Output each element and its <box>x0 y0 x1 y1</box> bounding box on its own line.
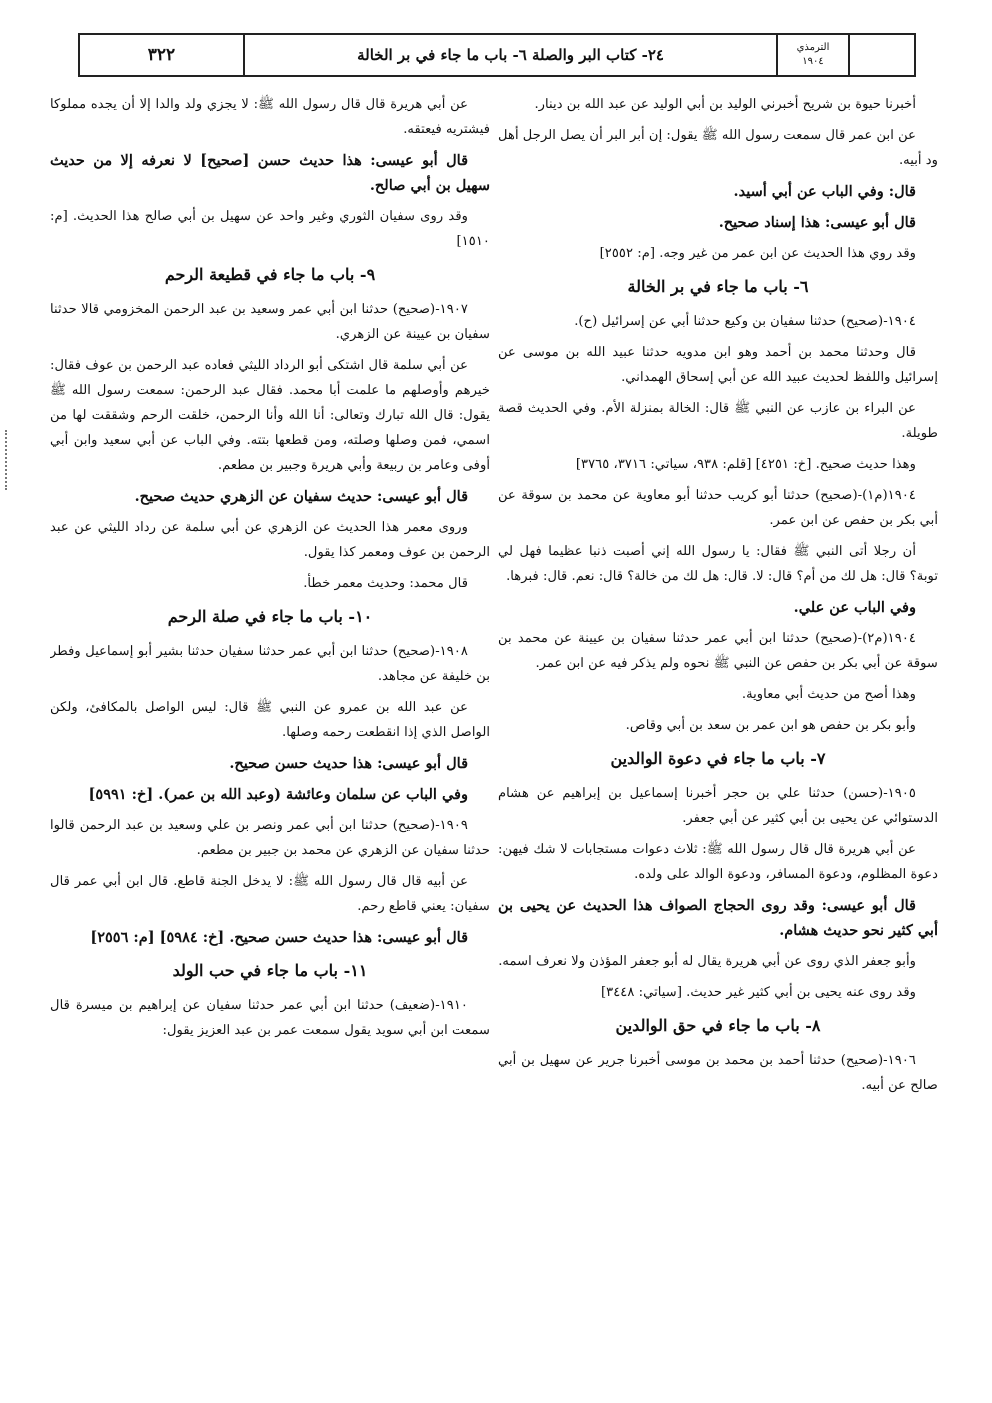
commentary-line: قال أبو عيسى: هذا حديث حسن [صحيح] لا نعرفه إلا من حديث سهيل بن أبي صالح. <box>50 152 490 194</box>
commentary-line: قال أبو عيسى: حديث سفيان عن الزهري حديث صحيح. <box>134 488 468 505</box>
reference-number: ١٩٠٤ <box>802 56 824 67</box>
body-paragraph: قال محمد: وحديث معمر خطأ. <box>303 576 468 591</box>
header-blank-cell <box>850 35 914 75</box>
body-paragraph: ١٩٠٤(م٢)-(صحيح) حدثنا ابن أبي عمر حدثنا سفيان بن عيينة عن محمد بن سوقة عن أبي بكر بن حفص عن النبي ﷺ نحوه ولم يذكر فيه عن ابن عمر. <box>498 631 938 671</box>
body-paragraph: عن البراء بن عازب عن النبي ﷺ قال: الخالة بمنزلة الأم. وفي الحديث قصة طويلة. <box>498 401 938 441</box>
body-paragraph: عن أبي هريرة قال قال رسول الله ﷺ: لا يجزي ولد والدا إلا أن يجده مملوكا فيشتريه فيعتقه. <box>50 97 490 137</box>
page-header <box>78 33 916 77</box>
commentary-line: قال أبو عيسى: هذا حديث حسن صحيح. <box>229 755 468 772</box>
body-paragraph: وقد روي هذا الحديث عن ابن عمر من غير وجه. [م: ٢٥٥٢] <box>599 246 916 261</box>
reference-source: الترمذي <box>796 42 830 53</box>
body-paragraph: وقد روى سفيان الثوري وغير واحد عن سهيل بن أبي صالح هذا الحديث. [م: ١٥١٠] <box>50 209 490 249</box>
chapter-title: ١٠- باب ما جاء في صلة الرحم <box>167 607 373 626</box>
chapter-title: ٧- باب ما جاء في دعوة الوالدين <box>610 749 826 768</box>
body-paragraph: عن أبي هريرة قال قال رسول الله ﷺ: ثلاث دعوات مستجابات لا شك فيهن: دعوة المظلوم، ودعوة المسافر، ودعوة الوالد على ولده. <box>498 842 938 882</box>
commentary-line: قال: وفي الباب عن أبي أسيد. <box>733 183 916 200</box>
body-paragraph: عن ابن عمر قال سمعت رسول الله ﷺ يقول: إن أبر البر أن يصل الرجل أهل ود أبيه. <box>498 128 938 168</box>
chapter-title: ٩- باب ما جاء في قطيعة الرحم <box>164 265 376 284</box>
body-paragraph: ١٩٠٤(م١)-(صحيح) حدثنا أبو كريب حدثنا أبو معاوية عن محمد بن سوقة عن أبي بكر بن حفص عن ابن عمر. <box>498 488 938 528</box>
running-title: ٢٤- كتاب البر والصلة ٦- باب ما جاء في بر الخالة <box>245 35 778 75</box>
body-paragraph: ١٩٠٤-(صحيح) حدثنا سفيان بن وكيع حدثنا أبي عن إسرائيل (ح). <box>574 314 916 329</box>
body-paragraph: ١٩٠٦-(صحيح) حدثنا أحمد بن محمد بن موسى أخبرنا جرير عن سهيل بن أبي صالح عن أبيه. <box>498 1053 938 1093</box>
body-paragraph: أن رجلا أتى النبي ﷺ فقال: يا رسول الله إني أصبت ذنبا عظيما فهل لي توبة؟ قال: هل لك من أم؟ قال: لا. قال: هل لك من خالة؟ قال: نعم. قال: فبرها. <box>498 544 938 584</box>
body-paragraph: عن أبيه قال قال رسول الله ﷺ: لا يدخل الجنة قاطع. قال ابن أبي عمر قال سفيان: يعني قاطع رحم. <box>50 874 490 914</box>
body-paragraph: ١٩٠٥-(حسن) حدثنا علي بن حجر أخبرنا إسماعيل بن إبراهيم عن هشام الدستوائي عن يحيى بن أبي كثير عن أبي جعفر. <box>498 786 938 826</box>
commentary-line: وفي الباب عن علي. <box>793 599 916 616</box>
body-paragraph: وقد روى عنه يحيى بن أبي كثير غير حديث. [سياتي: ٣٤٤٨] <box>600 985 916 1000</box>
hadith-reference <box>778 35 850 75</box>
body-paragraph: ١٩٠٧-(صحيح) حدثنا ابن أبي عمر وسعيد بن عبد الرحمن المخزومي قالا حدثنا سفيان بن عيينة عن الزهري. <box>50 302 490 342</box>
body-paragraph: وروى معمر هذا الحديث عن الزهري عن أبي سلمة عن رداد الليثي عن عبد الرحمن بن عوف ومعمر كذا يقول. <box>50 520 490 560</box>
chapter-title: ٦- باب ما جاء في بر الخالة <box>627 277 809 296</box>
binding-mark <box>5 430 9 490</box>
chapter-title: ٨- باب ما جاء في حق الوالدين <box>615 1016 821 1035</box>
body-paragraph: عن عبد الله بن عمرو عن النبي ﷺ قال: ليس الواصل بالمكافئ، ولكن الواصل الذي إذا انقطعت رحمه وصلها. <box>50 700 490 740</box>
commentary-line: وفي الباب عن سلمان وعائشة (وعبد الله بن عمر). [خ: ٥٩٩١] <box>88 786 468 803</box>
commentary-line: قال أبو عيسى: هذا حديث حسن صحيح. [خ: ٥٩٨٤] [م: ٢٥٥٦] <box>90 929 468 946</box>
left-text-column <box>50 92 490 1382</box>
commentary-line: قال أبو عيسى: وقد روى الحجاج الصواف هذا الحديث عن يحيى بن أبي كثير نحو حديث هشام. <box>498 897 938 939</box>
body-paragraph: وهذا أصح من حديث أبي معاوية. <box>741 687 916 702</box>
right-text-column <box>498 92 938 1382</box>
body-paragraph: وأبو جعفر الذي روى عن أبي هريرة يقال له أبو جعفر المؤذن ولا نعرف اسمه. <box>498 954 916 969</box>
chapter-title: ١١- باب ما جاء في حب الولد <box>172 961 368 980</box>
body-paragraph: ١٩١٠-(ضعيف) حدثنا ابن أبي عمر حدثنا سفيان عن إبراهيم بن ميسرة قال سمعت ابن أبي سويد يقول سمعت عمر بن عبد العزيز يقول: <box>50 998 490 1038</box>
body-paragraph: ١٩٠٩-(صحيح) حدثنا ابن أبي عمر ونصر بن علي وسعيد بن عبد الرحمن قالوا حدثنا سفيان عن الزهري عن محمد بن جبير بن مطعم. <box>50 818 490 858</box>
page-number: ٣٢٢ <box>80 35 245 75</box>
body-paragraph: وأبو بكر بن حفص هو ابن عمر بن سعد بن أبي وقاص. <box>625 718 916 733</box>
body-paragraph: قال وحدثنا محمد بن أحمد وهو ابن مدويه حدثنا عبيد الله بن موسى عن إسرائيل واللفظ لحديث عبيد الله عن أبي إسحاق الهمداني. <box>498 345 938 385</box>
commentary-line: قال أبو عيسى: هذا إسناد صحيح. <box>718 214 916 231</box>
body-paragraph: وهذا حديث صحيح. [خ: ٤٢٥١] [قلم: ٩٣٨، سياتي: ٣٧١٦، ٣٧٦٥] <box>575 457 916 472</box>
body-paragraph: عن أبي سلمة قال اشتكى أبو الرداد الليثي فعاده عبد الرحمن بن عوف فقال: خيرهم وأوصلهم ما علمت أبا محمد. فقال عبد الرحمن: سمعت رسول الله ﷺ يقول: قال الله تبارك وتعالى: أنا الله وأنا الرحمن، خلقت الرحم وشققت لها من اسمي، فمن وصلها وصلته، ومن قطعها بتته. وفي الباب عن أبي سعيد وابن أبي أوفى وعامر بن ربيعة وأبي هريرة وجبير بن مطعم. <box>50 358 490 473</box>
body-paragraph: ١٩٠٨-(صحيح) حدثنا ابن أبي عمر حدثنا سفيان حدثنا بشير أبو إسماعيل وفطر بن خليفة عن مجاهد. <box>50 644 490 684</box>
body-paragraph: أخبرنا حيوة بن شريح أخبرني الوليد بن أبي الوليد عن عبد الله بن دينار. <box>534 97 916 112</box>
